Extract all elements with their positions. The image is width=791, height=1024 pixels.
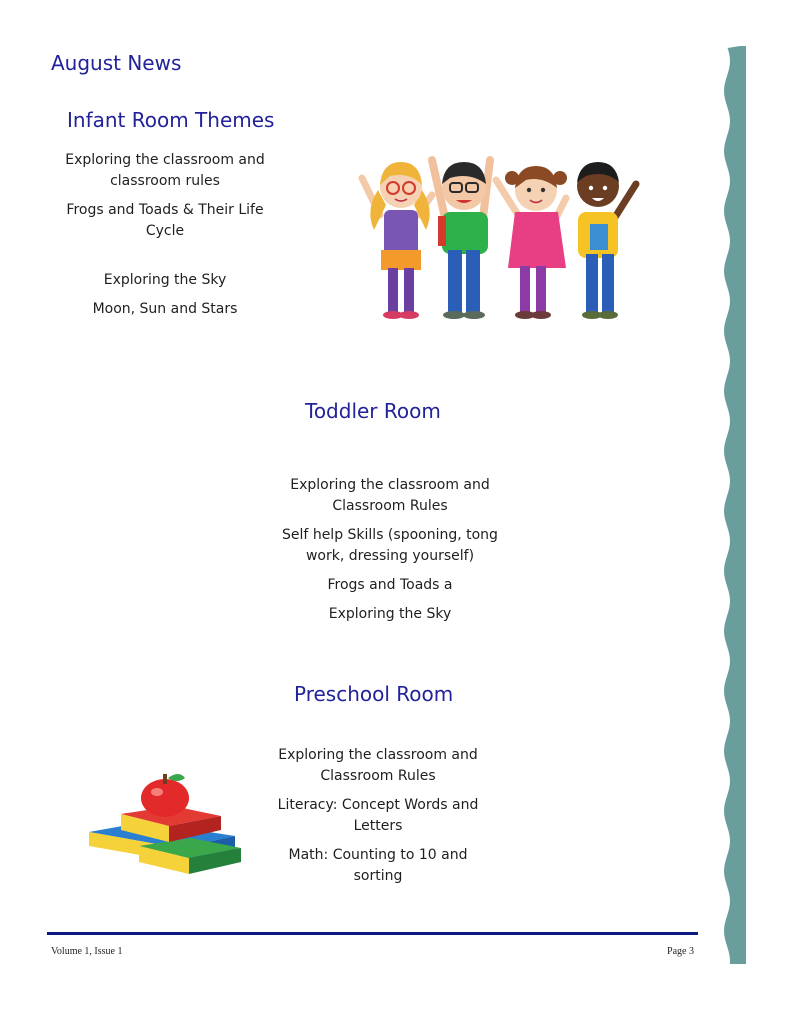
books-apple-illustration [85,770,245,885]
list-item: Exploring the classroom and Classroom Rules [278,747,478,784]
child-figure [577,162,636,319]
list-item: Exploring the Sky [103,272,227,288]
list-item: Math: Counting to 10 and sorting [288,847,468,884]
list-item: Moon, Sun and Stars [92,301,238,317]
list-item: Frogs and Toads a [327,577,453,593]
list-item: Exploring the classroom and Classroom Rules [290,477,490,514]
child-figure [432,160,490,319]
decorative-border [720,46,746,964]
toddler-room-heading: Toddler Room [305,399,441,423]
footer-issue: Volume 1, Issue 1 [51,946,123,957]
infant-theme-list [60,150,270,328]
list-item: Literacy: Concept Words and Letters [277,797,479,834]
apple-icon [141,774,189,817]
infant-room-heading: Infant Room Themes [67,108,275,132]
list-item: Exploring the classroom and classroom rules [65,152,265,189]
toddler-theme-list [280,475,500,633]
children-illustration [350,150,650,325]
footer-page-number: Page 3 [667,946,694,957]
child-figure [362,162,432,319]
list-item: Self help Skills (spooning, tong work, dressing yourself) [282,527,498,564]
preschool-theme-list [270,745,486,895]
list-item: Frogs and Toads & Their Life Cycle [66,202,264,239]
preschool-room-heading: Preschool Room [294,682,454,706]
page-title: August News [51,51,182,75]
footer-rule [47,932,698,935]
child-figure [496,166,567,319]
list-item: Exploring the Sky [328,606,452,622]
